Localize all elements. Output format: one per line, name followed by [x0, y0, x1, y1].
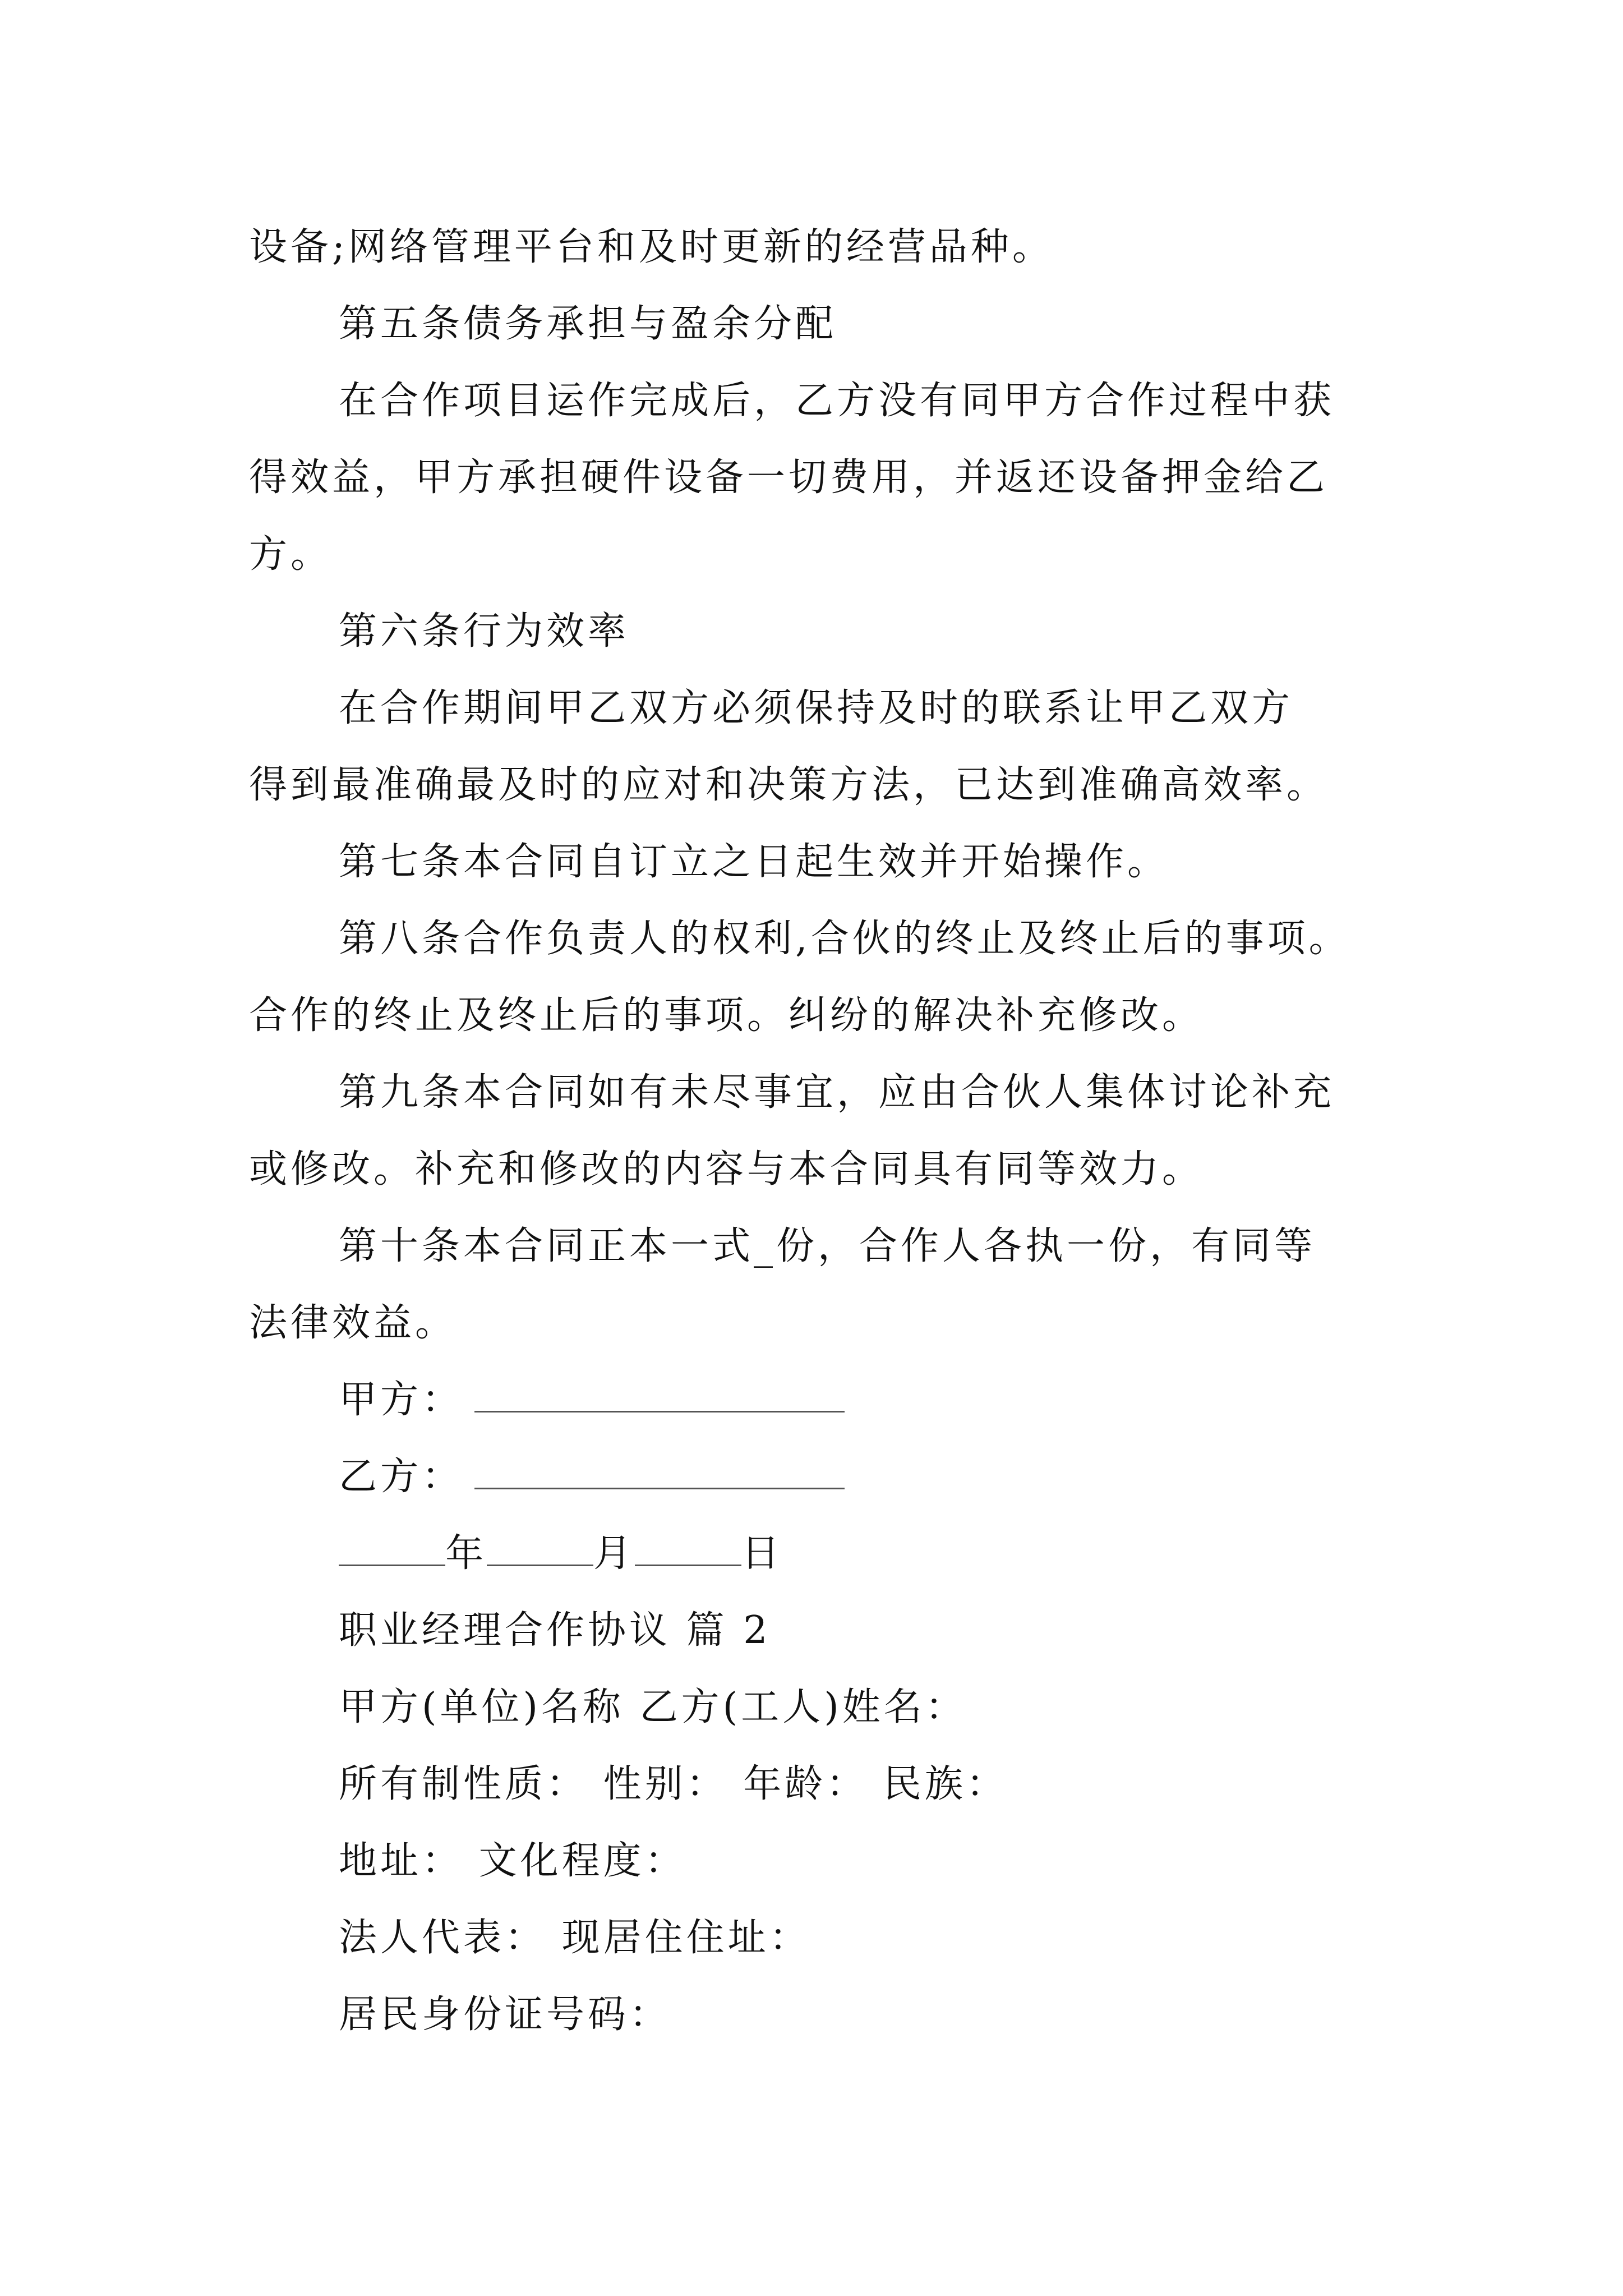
article-9: 第九条本合同如有未尽事宜，应由合伙人集体讨论补充: [339, 1070, 1335, 1115]
party-b-label: 乙方：: [339, 1455, 464, 1499]
article-5-heading: 第五条债务承担与盈余分配: [339, 302, 837, 346]
year-blank: [339, 1526, 445, 1566]
text-line: 方。: [249, 532, 333, 577]
text-line: 设备;网络管理平台和及时更新的经营品种。: [249, 225, 1054, 269]
section-2-title: 职业经理合作协议 篇 2: [339, 1608, 771, 1653]
text-line: 法律效益。: [249, 1301, 457, 1345]
article-8: 第八条合作负责人的权利,合伙的终止及终止后的事项。: [339, 917, 1350, 961]
article-7: 第七条本合同自订立之日起生效并开始操作。: [339, 840, 1169, 884]
party-a-signature-line: [249, 1361, 1387, 1438]
field-row: 甲方(单位)名称 乙方(工人)姓名：: [339, 1685, 967, 1729]
field-row: 地址： 文化程度：: [339, 1839, 686, 1883]
party-a-blank: [474, 1373, 845, 1412]
party-a-label: 甲方：: [339, 1378, 464, 1422]
day-label: 日: [741, 1531, 783, 1576]
year-label: 年: [445, 1531, 487, 1576]
party-b-signature-line: [249, 1438, 1387, 1515]
month-label: 月: [593, 1531, 635, 1576]
date-line: [249, 1515, 1387, 1592]
field-row: 所有制性质： 性别： 年龄： 民族：: [339, 1762, 1008, 1806]
text-line: 合作的终止及终止后的事项。纠纷的解决补充修改。: [249, 993, 1204, 1038]
party-b-blank: [474, 1450, 845, 1489]
text-line: 在合作期间甲乙双方必须保持及时的联系让甲乙双方: [339, 686, 1294, 730]
day-blank: [635, 1526, 741, 1566]
article-10: 第十条本合同正本一式_份，合作人各执一份，有同等: [339, 1224, 1316, 1268]
text-line: 得效益，甲方承担硬件设备一切费用，并返还设备押金给乙: [249, 455, 1329, 500]
article-6-heading: 第六条行为效率: [339, 609, 630, 654]
field-row: 法人代表： 现居住住址：: [339, 1916, 811, 1960]
text-line: 或修改。补充和修改的内容与本合同具有同等效力。: [249, 1147, 1204, 1191]
text-line: 得到最准确最及时的应对和决策方法，已达到准确高效率。: [249, 763, 1329, 807]
field-row: 居民身份证号码：: [339, 1993, 671, 2037]
text-line: 在合作项目运作完成后，乙方没有同甲方合作过程中获: [339, 379, 1335, 423]
month-blank: [487, 1526, 593, 1566]
document-body: [249, 209, 1387, 2053]
